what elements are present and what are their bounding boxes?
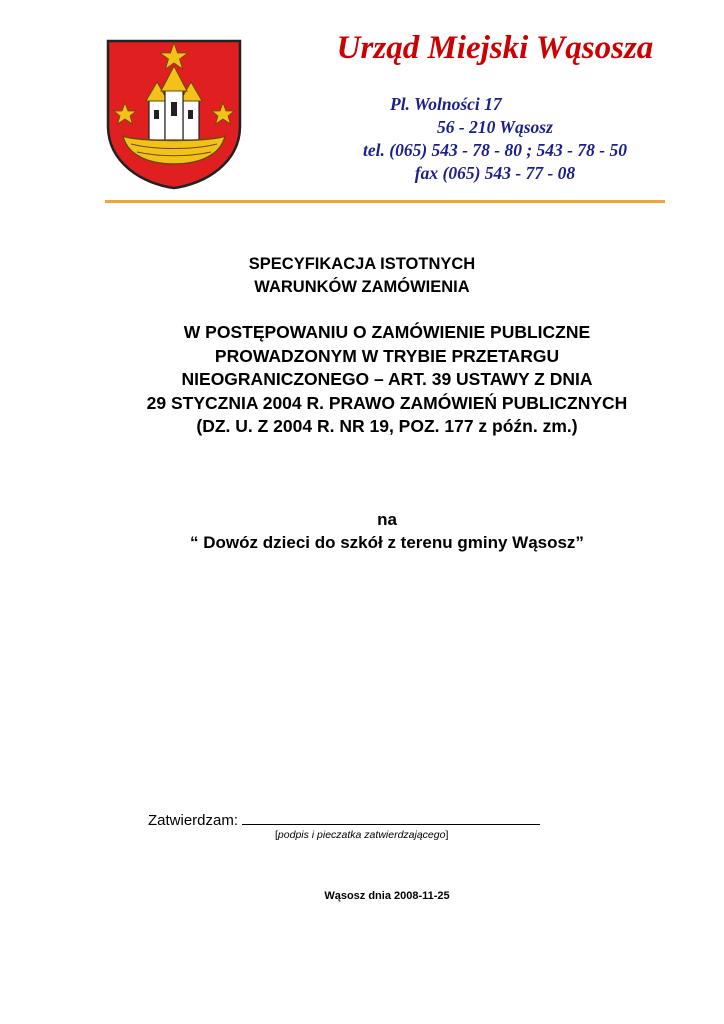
address-phone: tel. (065) 543 - 78 - 80 ; 543 - 78 - 50 <box>363 140 627 160</box>
caption-text: podpis i pieczatka zatwierdzającego <box>277 829 446 841</box>
approval-label: Zatwierdzam: <box>148 812 239 829</box>
coat-of-arms-icon <box>105 38 243 190</box>
procedure-line: (DZ. U. Z 2004 R. NR 19, POZ. 177 z późn. zm.) <box>196 416 578 436</box>
title-line: WARUNKÓW ZAMÓWIENIA <box>254 278 470 296</box>
address-street: Pl. Wolności 17 <box>390 94 502 114</box>
header-divider <box>105 200 665 203</box>
approval-field <box>148 810 540 829</box>
document-title <box>60 253 664 299</box>
office-name: Urząd Miejski Wąsosza <box>336 30 654 66</box>
contract-subject <box>60 508 714 554</box>
caption-bracket-open: [ <box>275 829 278 841</box>
signature-line <box>242 810 540 825</box>
address-fax: fax (065) 543 - 77 - 08 <box>414 163 576 183</box>
procedure-line: W POSTĘPOWANIU O ZAMÓWIENIE PUBLICZNE <box>183 322 591 342</box>
address-postcode: 56 - 210 Wąsosz <box>437 117 553 137</box>
letterhead <box>0 0 724 210</box>
document-date: Wąsosz dnia 2008-11-25 <box>324 890 450 902</box>
procedure-line: 29 STYCZNIA 2004 R. PRAWO ZAMÓWIEŃ PUBLICZNYCH <box>146 392 628 413</box>
subject-title: “ Dowóz dzieci do szkół z terenu gminy Wąsosz” <box>190 533 584 552</box>
signature-caption <box>275 829 448 841</box>
procedure-line: PROWADZONYM W TRYBIE PRZETARGU <box>214 345 560 366</box>
procedure-description <box>60 321 714 439</box>
caption-bracket-close: ] <box>445 829 449 841</box>
subject-prefix: na <box>377 510 397 529</box>
office-address <box>330 93 660 185</box>
title-line: SPECYFIKACJA ISTOTNYCH <box>248 255 476 273</box>
procedure-line: NIEOGRANICZONEGO – ART. 39 USTAWY Z DNIA <box>181 369 593 389</box>
